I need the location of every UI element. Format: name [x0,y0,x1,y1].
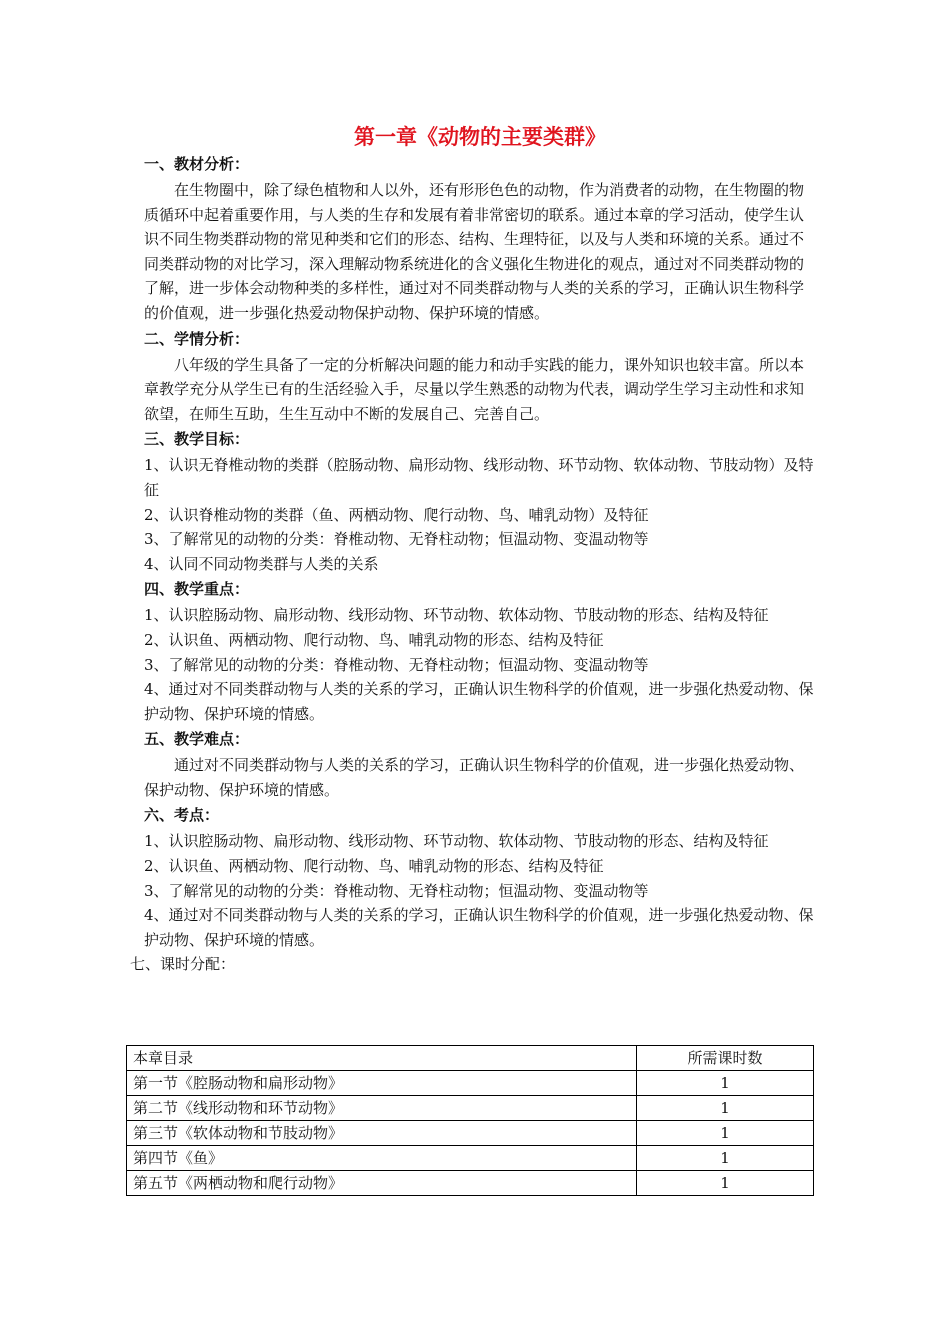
list-item: 3、了解常见的动物的分类：脊椎动物、无脊柱动物；恒温动物、变温动物等 [144,530,649,549]
list-item: 4、认同不同动物类群与人类的关系 [144,554,379,573]
table-cell: 第三节《软体动物和节肢动物》 [127,1121,637,1146]
list-item: 3、了解常见的动物的分类：脊椎动物、无脊柱动物；恒温动物、变温动物等 [144,655,649,674]
section-paragraph: 通过对不同类群动物与人类的关系的学习，正确认识生物科学的价值观，进一步强化热爱动物、保护动物、保护环境的情感。 [144,756,805,799]
table-row [127,1096,814,1121]
section-heading: 六、考点： [144,806,220,825]
list-item: 1、认识无脊椎动物的类群（腔肠动物、扁形动物、线形动物、环节动物、软体动物、节肢动物）及特征 [144,456,814,499]
page-title: 第一章《动物的主要类群》 [354,125,606,149]
section-heading: 二、学情分析： [144,329,250,348]
list-item: 2、认识鱼、两栖动物、爬行动物、鸟、哺乳动物的形态、结构及特征 [144,857,604,876]
table-cell: 1 [637,1096,814,1121]
list-item: 1、认识腔肠动物、扁形动物、线形动物、环节动物、软体动物、节肢动物的形态、结构及特征 [144,832,769,851]
table-cell: 1 [637,1171,814,1196]
table-header-row [127,1046,814,1071]
table-cell: 1 [637,1071,814,1096]
section-heading: 一、教材分析： [144,155,250,173]
table-cell: 第一节《腔肠动物和扁形动物》 [127,1071,637,1096]
section-paragraph: 八年级的学生具备了一定的分析解决问题的能力和动手实践的能力，课外知识也较丰富。所以本章教学充分从学生已有的生活经验入手，尽量以学生熟悉的动物为代表，调动学生学习主动性和求知欲望，在师生互助，生生互动中不断的发展自己、完善自己。 [144,355,805,423]
table-cell: 第五节《两栖动物和爬行动物》 [127,1171,637,1196]
section-paragraph: 在生物圈中，除了绿色植物和人以外，还有形形色色的动物，作为消费者的动物，在生物圈的物质循环中起着重要作用，与人类的生存和发展有着非常密切的联系。通过本章的学习活动，使学生认识不同生物类群动物的常见种类和它们的形态、结构、生理特征，以及与人类和环境的关系。通过不同类群动物的对比学习，深入理解动物系统进化的含义强化生物进化的观点，通过对不同类群动物的了解，进一步体会动物种类的多样性，通过对不同类群动物与人类的关系的学习，正确认识生物科学的价值观，进一步强化热爱动物保护动物、保护环境的情感。 [144,181,805,322]
section-heading: 三、教学目标： [144,430,250,449]
list-item: 4、通过对不同类群动物与人类的关系的学习，正确认识生物科学的价值观，进一步强化热爱动物、保护动物、保护环境的情感。 [144,680,814,723]
section-heading: 五、教学难点： [144,730,250,749]
list-item: 4、通过对不同类群动物与人类的关系的学习，正确认识生物科学的价值观，进一步强化热爱动物、保护动物、保护环境的情感。 [144,906,814,949]
list-item: 3、了解常见的动物的分类：脊椎动物、无脊柱动物；恒温动物、变温动物等 [144,881,649,900]
table-row [127,1146,814,1171]
table-row [127,1121,814,1146]
document-page [130,122,816,976]
table-header-cell: 所需课时数 [637,1046,814,1071]
table-header-cell: 本章目录 [127,1046,637,1071]
table-row [127,1171,814,1196]
table-row [127,1071,814,1096]
list-item: 2、认识脊椎动物的类群（鱼、两栖动物、爬行动物、鸟、哺乳动物）及特征 [144,505,649,524]
schedule-table [126,1045,814,1196]
section-heading: 七、课时分配： [130,955,236,974]
table-cell: 第二节《线形动物和环节动物》 [127,1096,637,1121]
table-cell: 1 [637,1146,814,1171]
table-cell: 第四节《鱼》 [127,1146,637,1171]
list-item: 2、认识鱼、两栖动物、爬行动物、鸟、哺乳动物的形态、结构及特征 [144,630,604,649]
section-heading: 四、教学重点： [144,580,250,599]
table-cell: 1 [637,1121,814,1146]
list-item: 1、认识腔肠动物、扁形动物、线形动物、环节动物、软体动物、节肢动物的形态、结构及特征 [144,606,769,625]
